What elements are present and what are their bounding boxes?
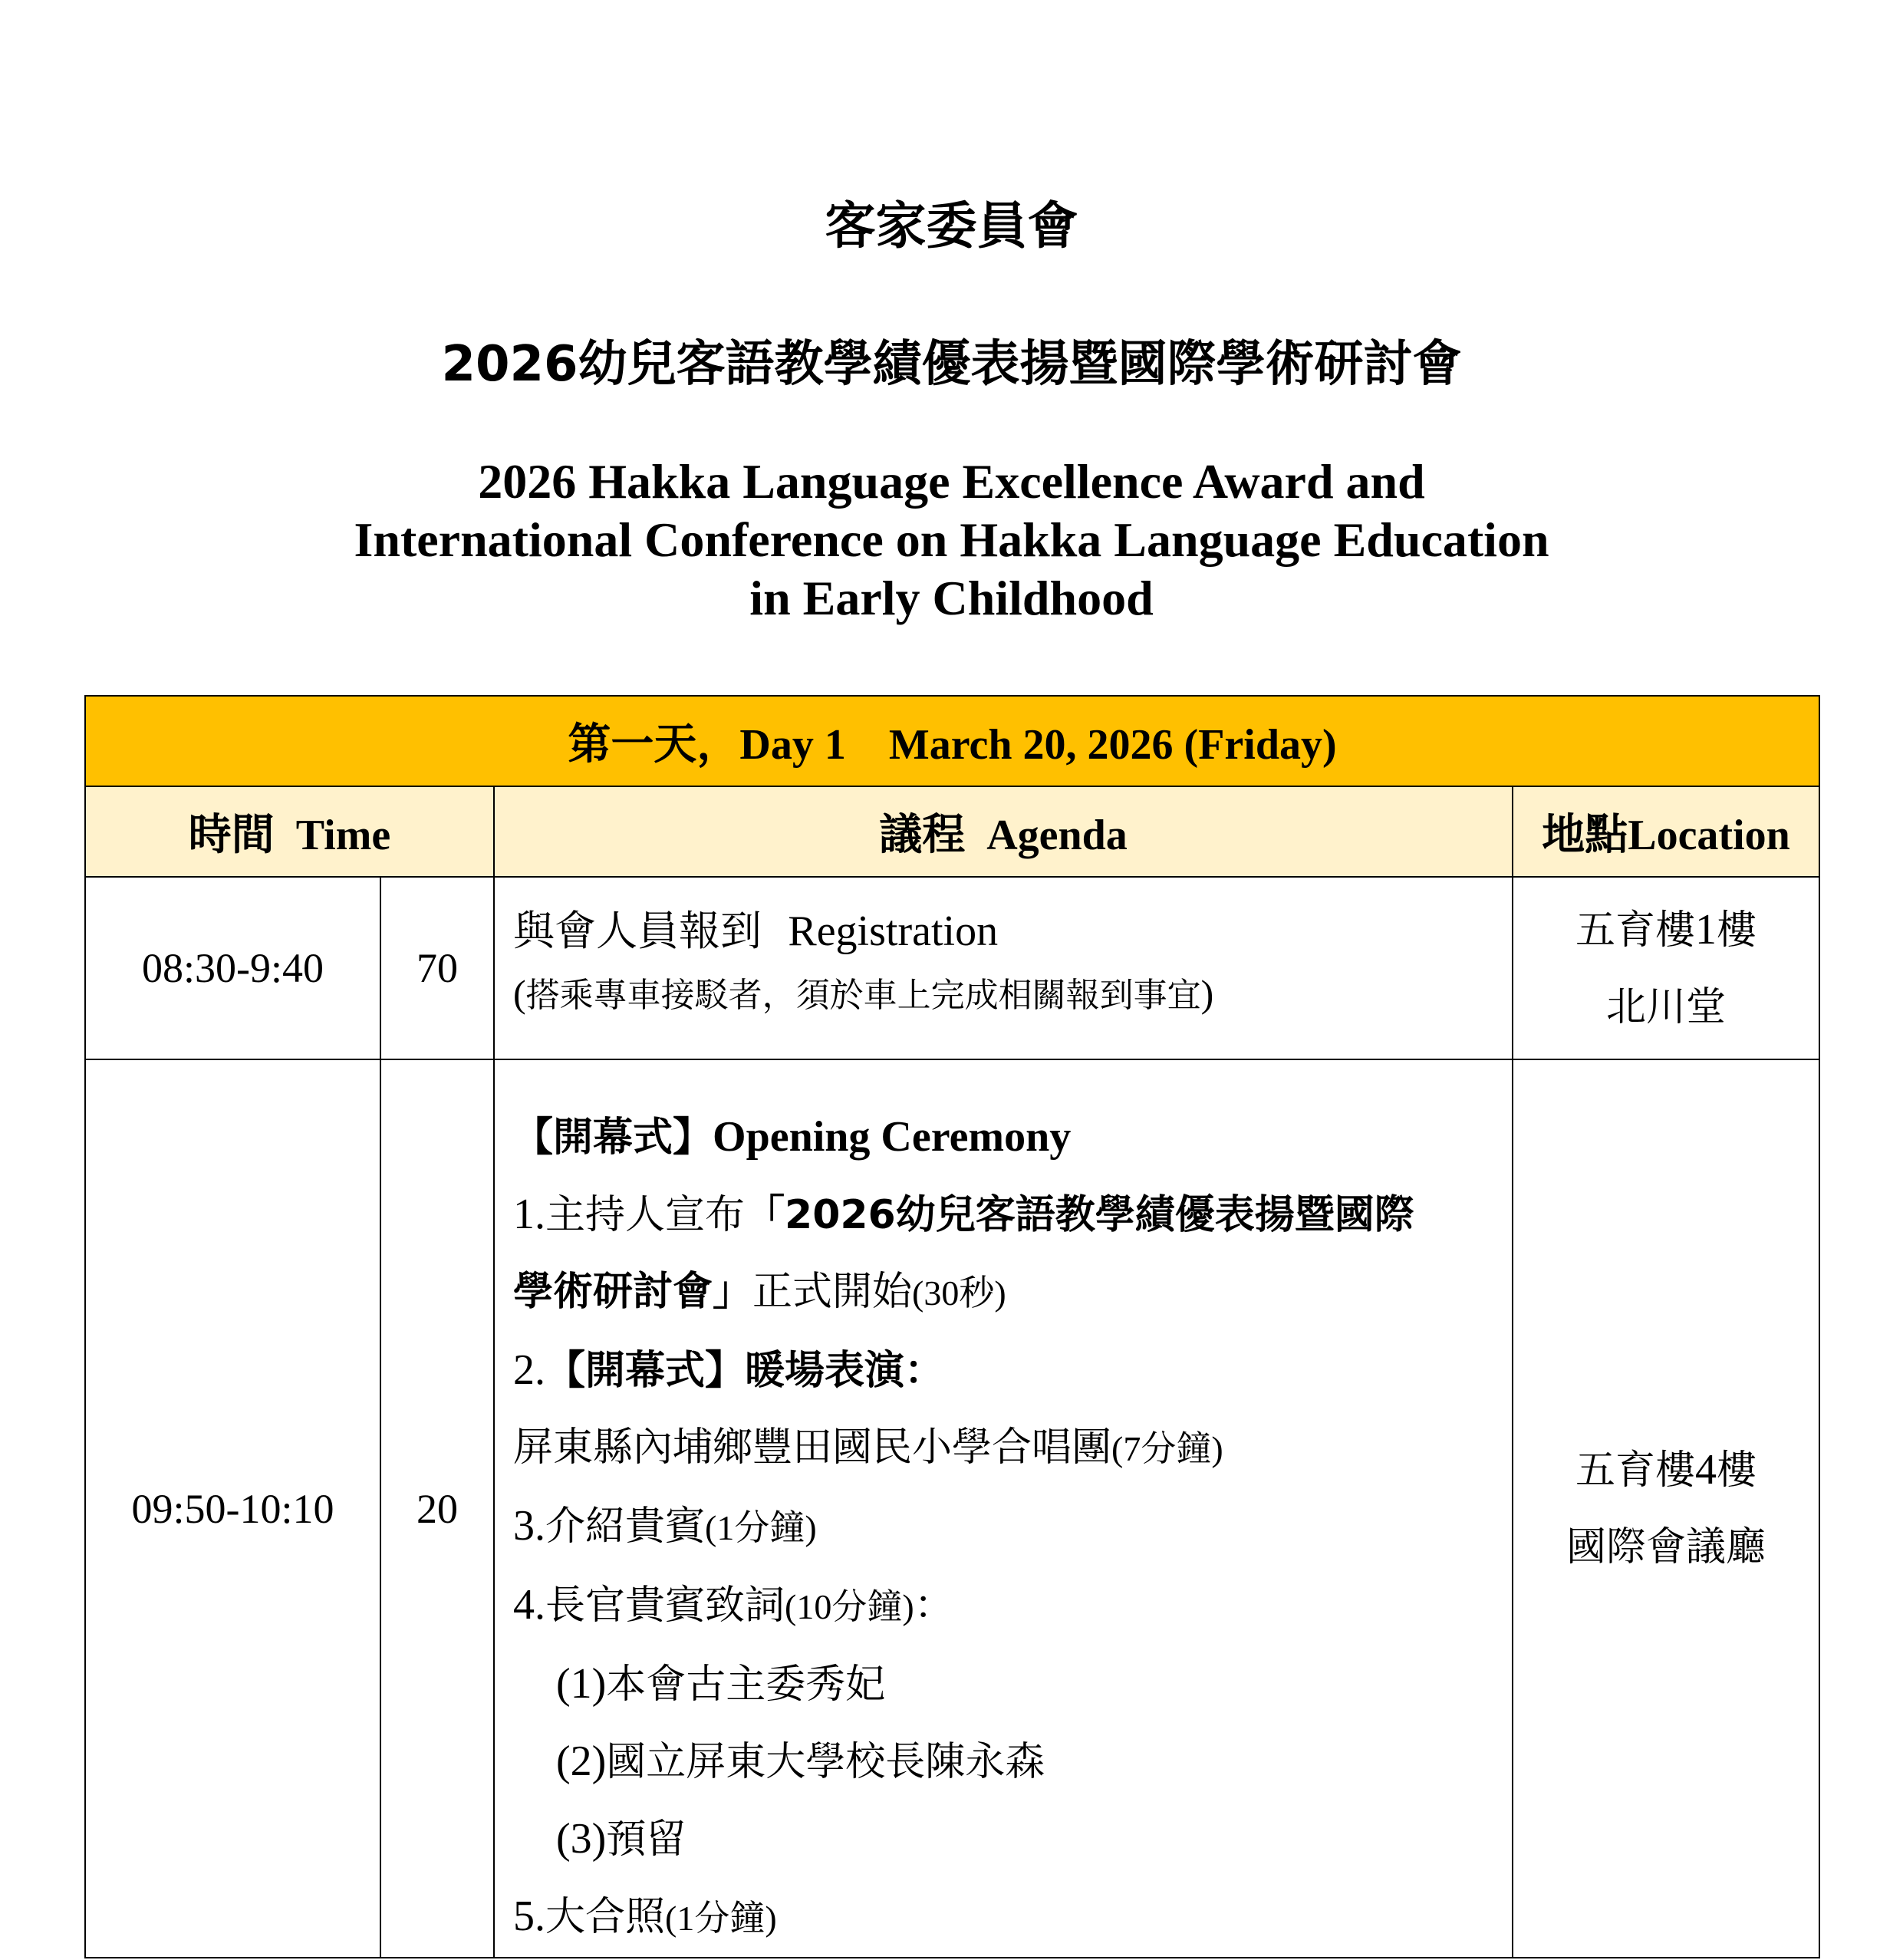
agenda-item-3	[513, 1487, 1496, 1566]
location-cell	[1513, 1059, 1819, 1958]
location-floor-num: 1	[1695, 905, 1717, 954]
agenda-item-4	[513, 1566, 1496, 1645]
item2-bold: 【開幕式】暖場表演：	[545, 1348, 945, 1394]
location-line2: 國際會議廳	[1566, 1524, 1766, 1570]
item1-bold-b: 學術研討會」	[513, 1269, 753, 1315]
agenda-item-2-sub	[513, 1409, 1496, 1487]
day-header-row	[85, 696, 1819, 786]
time-cell: 08:30-9:40	[85, 877, 380, 1059]
item1-text: 主持人宣布	[545, 1192, 746, 1238]
agenda-cell	[494, 1059, 1513, 1958]
column-time-zh: 時間	[188, 810, 275, 860]
table-row	[85, 1059, 1819, 1958]
agenda-cell	[494, 877, 1513, 1059]
item4-prefix: 4.	[513, 1581, 545, 1629]
item5-text: 大合照	[545, 1894, 666, 1940]
day-header-sep: ，	[696, 720, 740, 769]
location-floor: 樓	[1717, 1448, 1757, 1494]
registration-note-text: 搭乘專車接駁者，須於車上完成相關報到事宜	[525, 976, 1201, 1015]
duration-cell: 70	[380, 877, 494, 1059]
registration-title-en: Registration	[788, 908, 999, 955]
agenda-item-5	[513, 1878, 1496, 1957]
event-title-en	[0, 453, 1903, 628]
org-title: 客家委員會	[825, 196, 1078, 255]
column-location-en: Location	[1628, 812, 1790, 859]
day-header	[85, 696, 1819, 786]
registration-note	[513, 974, 1496, 1015]
location-line2: 北川堂	[1606, 983, 1727, 1030]
location-building: 五育樓	[1575, 907, 1695, 954]
location-line1	[1513, 1431, 1819, 1509]
event-title-en-line3: in Early Childhood	[749, 571, 1154, 625]
note-close-paren: )	[1200, 972, 1214, 1015]
speaker2-name: 國立屏東大學校長陳永森	[606, 1739, 1045, 1785]
opening-section-title	[513, 1099, 1496, 1176]
section-title-zh: 【開幕式】	[513, 1115, 713, 1161]
item2-time: (7分鐘)	[1111, 1429, 1223, 1468]
item5-prefix: 5.	[513, 1892, 545, 1940]
table-row	[85, 877, 1819, 1059]
registration-title-zh: 與會人員報到	[513, 907, 762, 955]
time-cell: 09:50-10:10	[85, 1059, 380, 1958]
agenda-item-2	[513, 1332, 1496, 1409]
speaker1-num: (1)	[556, 1660, 607, 1708]
day-header-zh: 第一天	[568, 720, 697, 769]
speaker-1	[513, 1645, 1496, 1723]
item5-time: (1分鐘)	[665, 1899, 777, 1938]
item2-sub: 屏東縣內埔鄉豐田國民小學合唱團	[513, 1425, 1112, 1471]
speaker3-name: 預留	[606, 1817, 686, 1863]
item4-text: 長官貴賓致詞	[545, 1583, 785, 1629]
item1-bold-a: 「2026幼兒客語教學績優表揚暨國際	[745, 1192, 1414, 1238]
item4-time: (10分鐘)	[785, 1587, 914, 1626]
column-header-time	[85, 786, 494, 877]
item1-tail: 正式開始	[752, 1269, 913, 1315]
event-title-zh: 2026幼兒客語教學績優表揚暨國際學術研討會	[441, 336, 1462, 393]
agenda-table	[84, 695, 1820, 1958]
speaker3-num: (3)	[556, 1815, 607, 1863]
item3-text: 介紹貴賓	[545, 1504, 706, 1550]
agenda-item-1-cont	[513, 1253, 1496, 1332]
column-header-location	[1513, 786, 1819, 877]
speaker1-name: 本會古主委秀妃	[606, 1662, 886, 1708]
location-cell	[1513, 877, 1819, 1059]
item1-prefix: 1.	[513, 1191, 545, 1238]
speaker-2	[513, 1723, 1496, 1800]
item2-prefix: 2.	[513, 1346, 545, 1394]
location-building: 五育樓	[1575, 1448, 1695, 1494]
column-time-en: Time	[295, 812, 391, 859]
note-open-paren: (	[513, 972, 526, 1015]
registration-title	[513, 908, 1496, 954]
speaker-3	[513, 1800, 1496, 1878]
event-title-en-line2: International Conference on Hakka Language Education	[354, 512, 1549, 567]
event-title-en-line1: 2026 Hakka Language Excellence Award and	[478, 454, 1425, 509]
duration-cell: 20	[380, 1059, 494, 1958]
location-floor-num: 4	[1695, 1446, 1717, 1494]
section-title-en: Opening Ceremony	[713, 1113, 1072, 1161]
item1-time: (30秒)	[912, 1273, 1006, 1313]
agenda-item-1	[513, 1176, 1496, 1253]
column-header-agenda	[494, 786, 1513, 877]
column-location-zh: 地點	[1542, 810, 1628, 860]
item3-time: (1分鐘)	[705, 1508, 817, 1547]
column-header-row	[85, 786, 1819, 877]
column-agenda-zh: 議程	[879, 810, 966, 860]
day-header-en: Day 1 March 20, 2026 (Friday)	[739, 721, 1337, 769]
location-floor: 樓	[1717, 907, 1757, 954]
item4-colon: ：	[914, 1583, 954, 1629]
location-line1	[1513, 891, 1819, 969]
item3-prefix: 3.	[513, 1502, 545, 1550]
column-agenda-en: Agenda	[986, 812, 1128, 859]
speaker2-num: (2)	[556, 1738, 607, 1785]
